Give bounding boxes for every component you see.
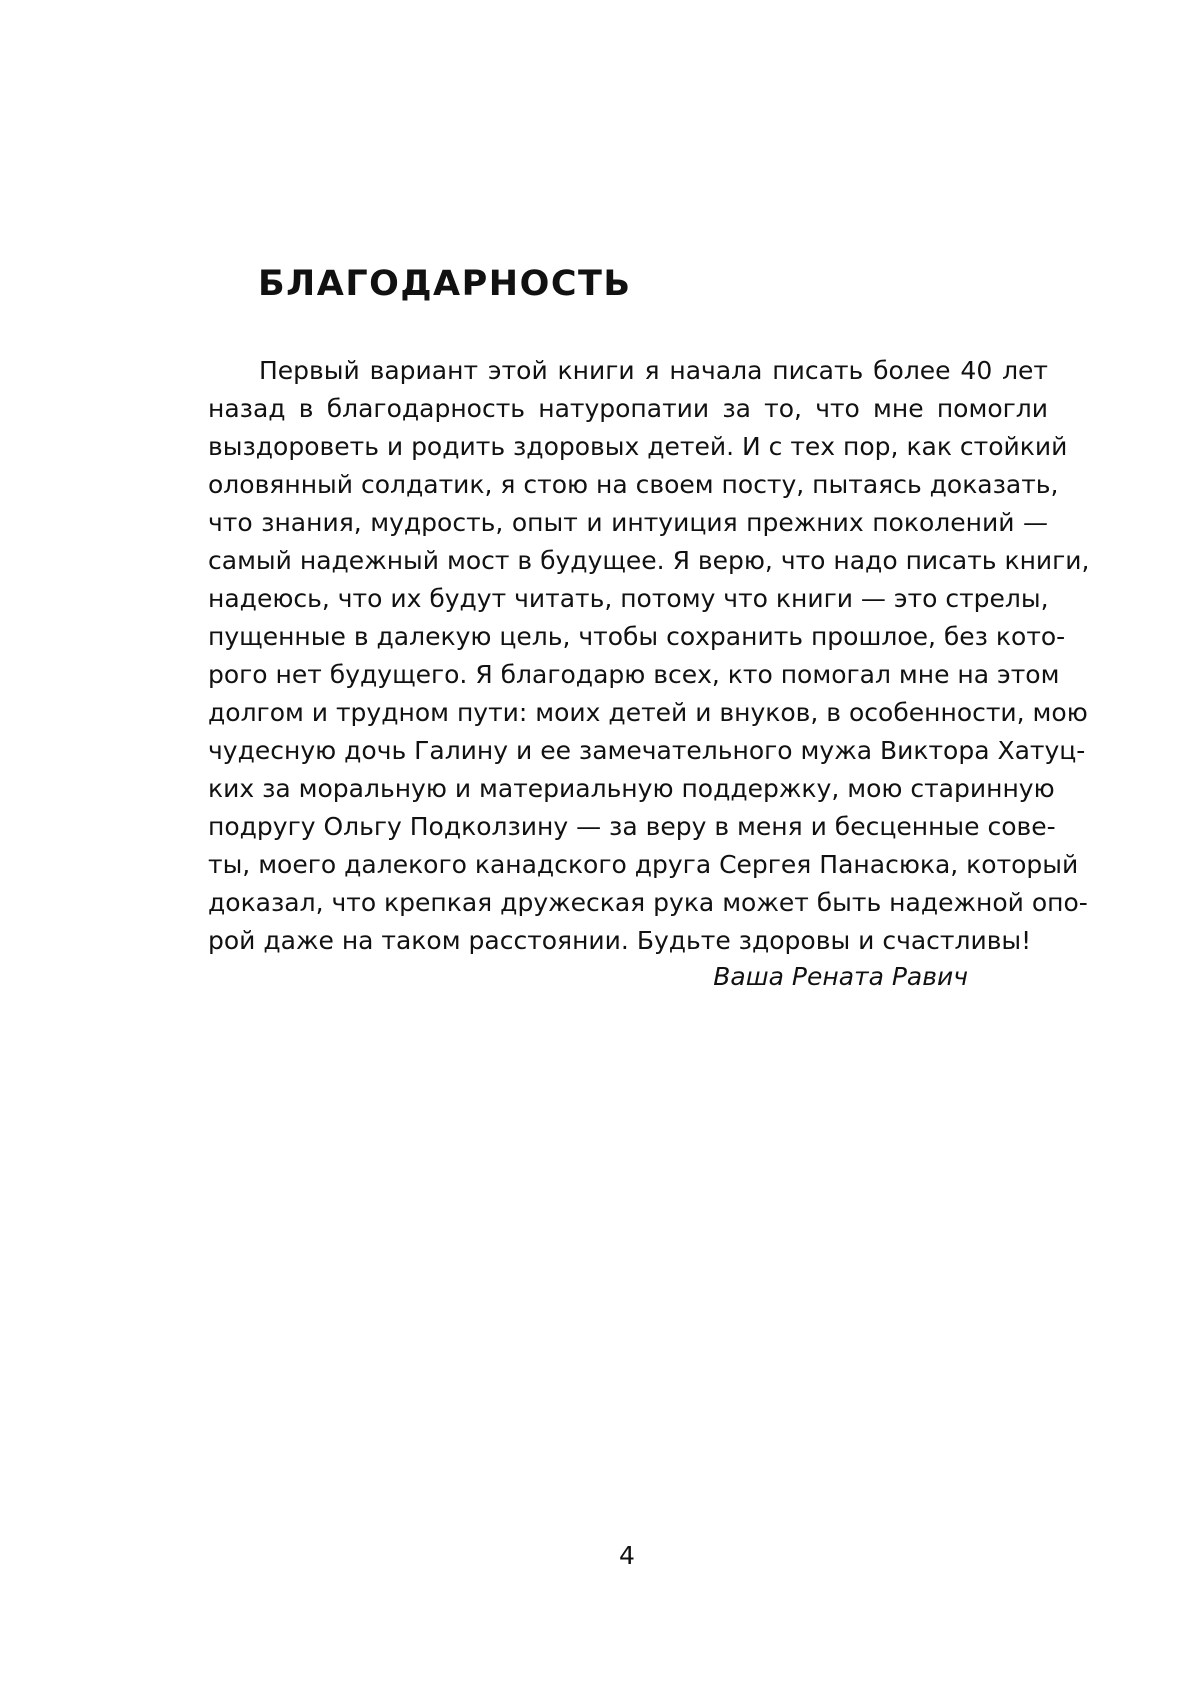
paragraph-line: выздороветь и родить здоровых детей. И с тех пор, как стойкий [208,432,1068,461]
paragraph-line: доказал, что крепкая дружеская рука может быть надежной опо- [208,888,1088,917]
paragraph-line: назад в благодарность натуропатии за то, что мне помогли [208,394,1048,423]
page-heading: БЛАГОДАРНОСТЬ [258,264,632,304]
paragraph-line: долгом и трудном пути: моих детей и внуков, в особенности, мою [208,698,1088,727]
paragraph-line: подругу Ольгу Подколзину — за веру в меня и бесценные сове- [208,812,1056,841]
paragraph-line: ких за моральную и материальную поддержку, мою старинную [208,774,1055,803]
paragraph-line: самый надежный мост в будущее. Я верю, что надо писать книги, [208,546,1090,575]
paragraph-line: пущенные в далекую цель, чтобы сохранить прошлое, без кото- [208,622,1066,651]
paragraph-line: надеюсь, что их будут читать, потому что книги — это стрелы, [208,584,1049,613]
paragraph-line: чудесную дочь Галину и ее замечательного мужа Виктора Хатуц- [208,736,1086,765]
paragraph-line: что знания, мудрость, опыт и интуиция прежних поколений — [208,508,1048,537]
paragraph-line: Первый вариант этой книги я начала писать более 40 лет [259,356,1048,385]
paragraph-line: рой даже на таком расстоянии. Будьте здоровы и счастливы! [208,926,1032,955]
paragraph-line: оловянный солдатик, я стою на своем посту, пытаясь доказать, [208,470,1059,499]
acknowledgement-paragraph [208,352,1090,960]
page-number: 4 [619,1541,635,1570]
author-signature: Ваша Рената Равич [713,962,968,991]
paragraph-line: рого нет будущего. Я благодарю всех, кто помогал мне на этом [208,660,1060,689]
paragraph-line: ты, моего далекого канадского друга Сергея Панасюка, который [208,850,1079,879]
